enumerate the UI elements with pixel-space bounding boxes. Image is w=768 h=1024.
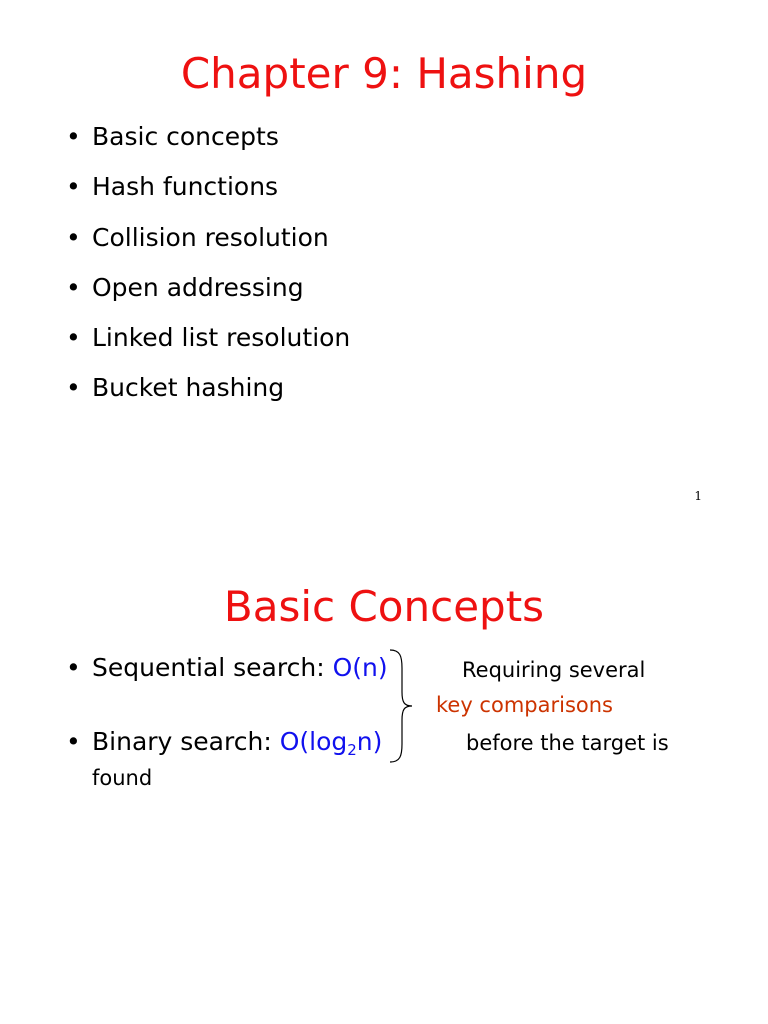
bullet-icon: • [66,272,81,302]
note-line-1: Requiring several [462,658,646,682]
bullet-text: Bucket hashing [92,373,285,403]
bullet-icon: • [66,172,81,202]
binary-search-line [92,727,382,765]
bullet-text: Linked list resolution [92,323,351,353]
binary-complexity-suffix: n) [356,727,383,756]
bullet-text: Collision resolution [92,222,329,252]
bullet-icon: • [66,222,81,252]
page-number: 1 [694,489,702,503]
bullet-text: Hash functions [92,172,279,202]
bullet-icon: • [66,122,81,151]
slide-title: Basic Concepts [223,582,545,631]
bullet-icon: • [66,323,81,353]
sequential-complexity: O(n) [332,653,388,682]
sequential-search-label: Sequential search: [92,653,333,682]
binary-complexity-subscript: 2 [347,741,357,759]
binary-complexity-prefix: O(log [279,727,348,756]
bullet-icon: • [66,727,81,756]
binary-complexity [279,727,383,759]
bullet-icon: • [66,373,81,403]
slide-title: Chapter 9: Hashing [180,49,588,98]
bullet-text: Open addressing [92,272,304,302]
slide-2 [0,512,768,1024]
note-line-4: found [92,766,153,790]
curly-brace-icon [386,648,422,764]
binary-search-label: Binary search: [92,727,280,756]
sequential-search-line [92,653,388,683]
note-line-2: key comparisons [436,693,613,717]
note-line-3: before the target is [466,731,669,755]
bullet-icon: • [66,653,81,682]
bullet-text: Basic concepts [92,122,279,151]
